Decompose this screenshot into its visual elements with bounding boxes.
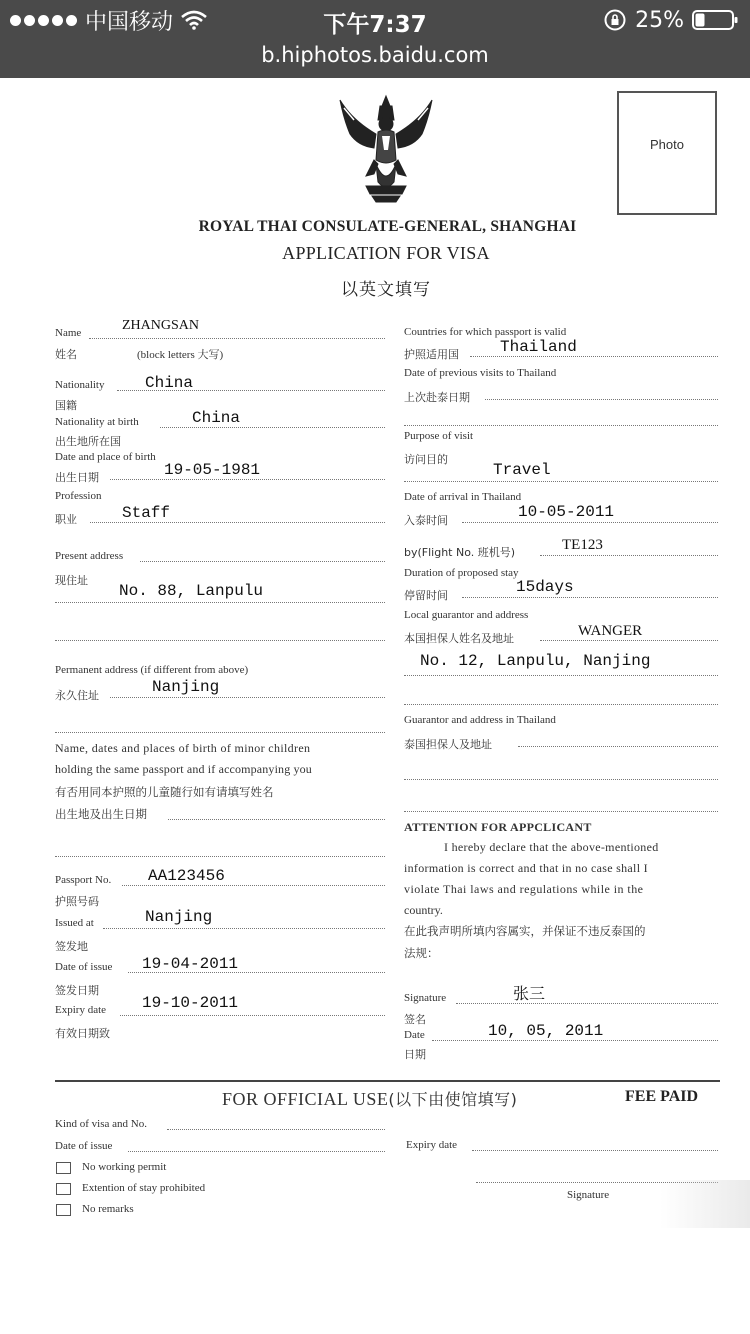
visa-application-document bbox=[0, 78, 750, 1334]
present-address-line-3 bbox=[55, 640, 385, 641]
block-letters-note: (block letters 大写) bbox=[137, 349, 224, 361]
countries-zh: 护照适用国 bbox=[404, 348, 459, 361]
official-date-of-issue-line bbox=[128, 1151, 385, 1152]
profession-label: Profession bbox=[55, 490, 102, 502]
thai-guarantor-line-2 bbox=[404, 779, 718, 780]
arrival-line bbox=[462, 522, 718, 523]
present-address-zh: 现住址 bbox=[55, 574, 88, 587]
countries-label: Countries for which passport is valid bbox=[404, 326, 567, 338]
url-bar[interactable] bbox=[0, 40, 750, 78]
present-address-line-2 bbox=[55, 602, 385, 603]
no-remarks-checkbox[interactable] bbox=[56, 1204, 71, 1216]
clock: 下午7:37 bbox=[323, 12, 427, 38]
permanent-address-zh: 永久住址 bbox=[55, 689, 99, 702]
garuda-emblem-icon bbox=[332, 90, 440, 206]
name-line bbox=[89, 338, 385, 339]
arrival-zh: 入泰时间 bbox=[404, 514, 448, 527]
permanent-address-line-2 bbox=[55, 732, 385, 733]
countries-line bbox=[470, 356, 718, 357]
dob-line bbox=[110, 479, 385, 480]
fee-paid-label: FEE PAID bbox=[625, 1088, 699, 1105]
name-zh: 姓名 bbox=[55, 348, 77, 361]
status-bar bbox=[0, 0, 750, 40]
page-shadow bbox=[660, 1180, 750, 1228]
thai-guarantor-label: Guarantor and address in Thailand bbox=[404, 714, 556, 726]
fill-in-english-note: 以英文填写 bbox=[341, 280, 431, 299]
present-address-value: No. 88, Lanpulu bbox=[119, 582, 264, 600]
minor-children-zh-2: 出生地及出生日期 bbox=[55, 807, 147, 821]
declaration-zh-2: 法规： bbox=[404, 946, 439, 960]
no-working-permit-checkbox[interactable] bbox=[56, 1162, 71, 1174]
official-divider bbox=[55, 1080, 720, 1082]
permanent-address-line-1 bbox=[110, 697, 385, 698]
url-text[interactable]: b.hiphotos.baidu.com bbox=[261, 43, 489, 67]
minor-children-text: Name, dates and places of birth of minor children holding the same passport and if accompanying you bbox=[55, 741, 312, 776]
duration-line bbox=[462, 597, 718, 598]
declaration-text: I hereby declare that the above-mentioned information is correct and that in no case shall I violate Thai laws and regulations while in the country. bbox=[404, 840, 659, 917]
local-guarantor-value: WANGER bbox=[578, 623, 643, 639]
minor-children-zh-1: 有否用同本护照的儿童随行如有请填写姓名 bbox=[55, 785, 274, 799]
battery-percent: 25% bbox=[635, 7, 684, 33]
name-value: ZHANGSAN bbox=[122, 318, 199, 333]
minor-children-line-2 bbox=[55, 856, 385, 857]
date-value: 10, 05, 2011 bbox=[488, 1022, 604, 1040]
issued-at-label: Issued at bbox=[55, 917, 94, 929]
arrival-value: 10-05-2011 bbox=[518, 503, 615, 521]
previous-visits-label: Date of previous visits to Thailand bbox=[404, 367, 557, 379]
minor-children-line-1 bbox=[168, 819, 385, 820]
official-expiry-date-label: Expiry date bbox=[406, 1139, 458, 1151]
official-expiry-date-line bbox=[472, 1150, 718, 1151]
thai-guarantor-zh: 泰国担保人及地址 bbox=[404, 738, 492, 751]
purpose-zh: 访问目的 bbox=[404, 453, 448, 466]
nationality-value: China bbox=[145, 374, 194, 392]
date-line bbox=[432, 1040, 718, 1041]
present-address-line-1 bbox=[140, 561, 385, 562]
attention-title: ATTENTION FOR APPCLICANT bbox=[404, 820, 592, 834]
orientation-lock-icon bbox=[603, 8, 627, 32]
signature-value: 张三 bbox=[513, 984, 546, 1003]
date-zh: 日期 bbox=[404, 1048, 426, 1061]
present-address-label: Present address bbox=[55, 550, 124, 562]
dob-value: 19-05-1981 bbox=[164, 461, 261, 479]
previous-visits-line-1 bbox=[485, 399, 718, 400]
purpose-line bbox=[404, 481, 718, 482]
purpose-value: Travel bbox=[493, 461, 551, 479]
official-date-of-issue-label: Date of issue bbox=[55, 1140, 113, 1152]
status-right bbox=[603, 6, 738, 34]
kind-of-visa-line bbox=[167, 1129, 385, 1130]
dob-label: Date and place of birth bbox=[55, 451, 156, 463]
expiry-date-value: 19-10-2011 bbox=[142, 994, 239, 1012]
carrier-name: 中国移动 bbox=[85, 9, 174, 35]
previous-visits-zh: 上次赴泰日期 bbox=[404, 391, 470, 404]
nationality-label: Nationality bbox=[55, 379, 105, 391]
local-guarantor-address: No. 12, Lanpulu, Nanjing bbox=[420, 652, 651, 670]
signature-line bbox=[456, 1003, 718, 1004]
nationality-birth-label: Nationality at birth bbox=[55, 416, 139, 428]
passport-no-value: AA123456 bbox=[148, 867, 225, 885]
flight-line bbox=[540, 555, 718, 556]
thai-guarantor-line-1 bbox=[518, 746, 718, 747]
thai-guarantor-line-3 bbox=[404, 811, 718, 812]
dob-zh: 出生日期 bbox=[55, 471, 99, 484]
countries-value: Thailand bbox=[500, 338, 577, 356]
date-of-issue-value: 19-04-2011 bbox=[142, 955, 239, 973]
official-use-title: FOR OFFICIAL USE(以下由使馆填写) bbox=[222, 1089, 518, 1109]
previous-visits-line-2 bbox=[404, 425, 718, 426]
local-guarantor-line-2 bbox=[404, 675, 718, 676]
profession-line bbox=[90, 522, 385, 523]
duration-value: 15days bbox=[516, 578, 574, 596]
duration-label: Duration of proposed stay bbox=[404, 567, 519, 579]
permanent-address-label: Permanent address (if different from above) bbox=[55, 664, 249, 676]
photo-label: Photo bbox=[650, 137, 684, 152]
name-label: Name bbox=[55, 327, 82, 339]
declaration-zh-1: 在此我声明所填内容属实，并保证不违反泰国的 bbox=[404, 924, 646, 938]
passport-no-line bbox=[122, 885, 385, 886]
arrival-label: Date of arrival in Thailand bbox=[404, 491, 522, 503]
consulate-title: ROYAL THAI CONSULATE-GENERAL, SHANGHAI bbox=[198, 218, 577, 235]
issued-at-value: Nanjing bbox=[145, 908, 213, 926]
nationality-birth-line bbox=[160, 427, 385, 428]
no-remarks-label: No remarks bbox=[82, 1203, 134, 1215]
expiry-date-label: Expiry date bbox=[55, 1004, 107, 1016]
purpose-label: Purpose of visit bbox=[404, 430, 474, 442]
flight-label: by(Flight No. 班机号) bbox=[404, 546, 516, 559]
profession-zh: 职业 bbox=[55, 513, 77, 526]
date-of-issue-label: Date of issue bbox=[55, 961, 113, 973]
battery-icon bbox=[692, 9, 738, 31]
local-guarantor-line-1 bbox=[540, 640, 718, 641]
local-guarantor-line-3 bbox=[404, 704, 718, 705]
profession-value: Staff bbox=[122, 504, 171, 522]
expiry-date-zh: 有效日期致 bbox=[55, 1027, 110, 1040]
official-signature-label: Signature bbox=[567, 1189, 610, 1201]
extension-prohibited-checkbox[interactable] bbox=[56, 1183, 71, 1195]
kind-of-visa-label: Kind of visa and No. bbox=[55, 1118, 147, 1130]
passport-no-label: Passport No. bbox=[55, 874, 112, 886]
signature-label: Signature bbox=[404, 992, 447, 1004]
issued-at-zh: 签发地 bbox=[55, 940, 88, 953]
flight-value: TE123 bbox=[562, 537, 603, 553]
date-label: Date bbox=[404, 1029, 425, 1041]
duration-zh: 停留时间 bbox=[404, 589, 448, 602]
passport-no-zh: 护照号码 bbox=[55, 895, 99, 908]
nationality-birth-value: China bbox=[192, 409, 241, 427]
nationality-zh: 国籍 bbox=[55, 399, 77, 412]
local-guarantor-label: Local guarantor and address bbox=[404, 609, 529, 621]
local-guarantor-zh: 本国担保人姓名及地址 bbox=[404, 632, 514, 645]
no-working-permit-label: No working permit bbox=[82, 1161, 167, 1173]
photo-box bbox=[617, 91, 717, 215]
application-title: APPLICATION FOR VISA bbox=[282, 243, 490, 263]
permanent-address-value: Nanjing bbox=[152, 678, 220, 696]
extension-prohibited-label: Extention of stay prohibited bbox=[82, 1182, 206, 1194]
nationality-birth-zh: 出生地所在国 bbox=[55, 435, 121, 448]
expiry-date-line bbox=[120, 1015, 385, 1016]
date-of-issue-zh: 签发日期 bbox=[55, 984, 99, 997]
issued-at-line bbox=[103, 928, 385, 929]
signature-zh: 签名 bbox=[404, 1013, 426, 1026]
